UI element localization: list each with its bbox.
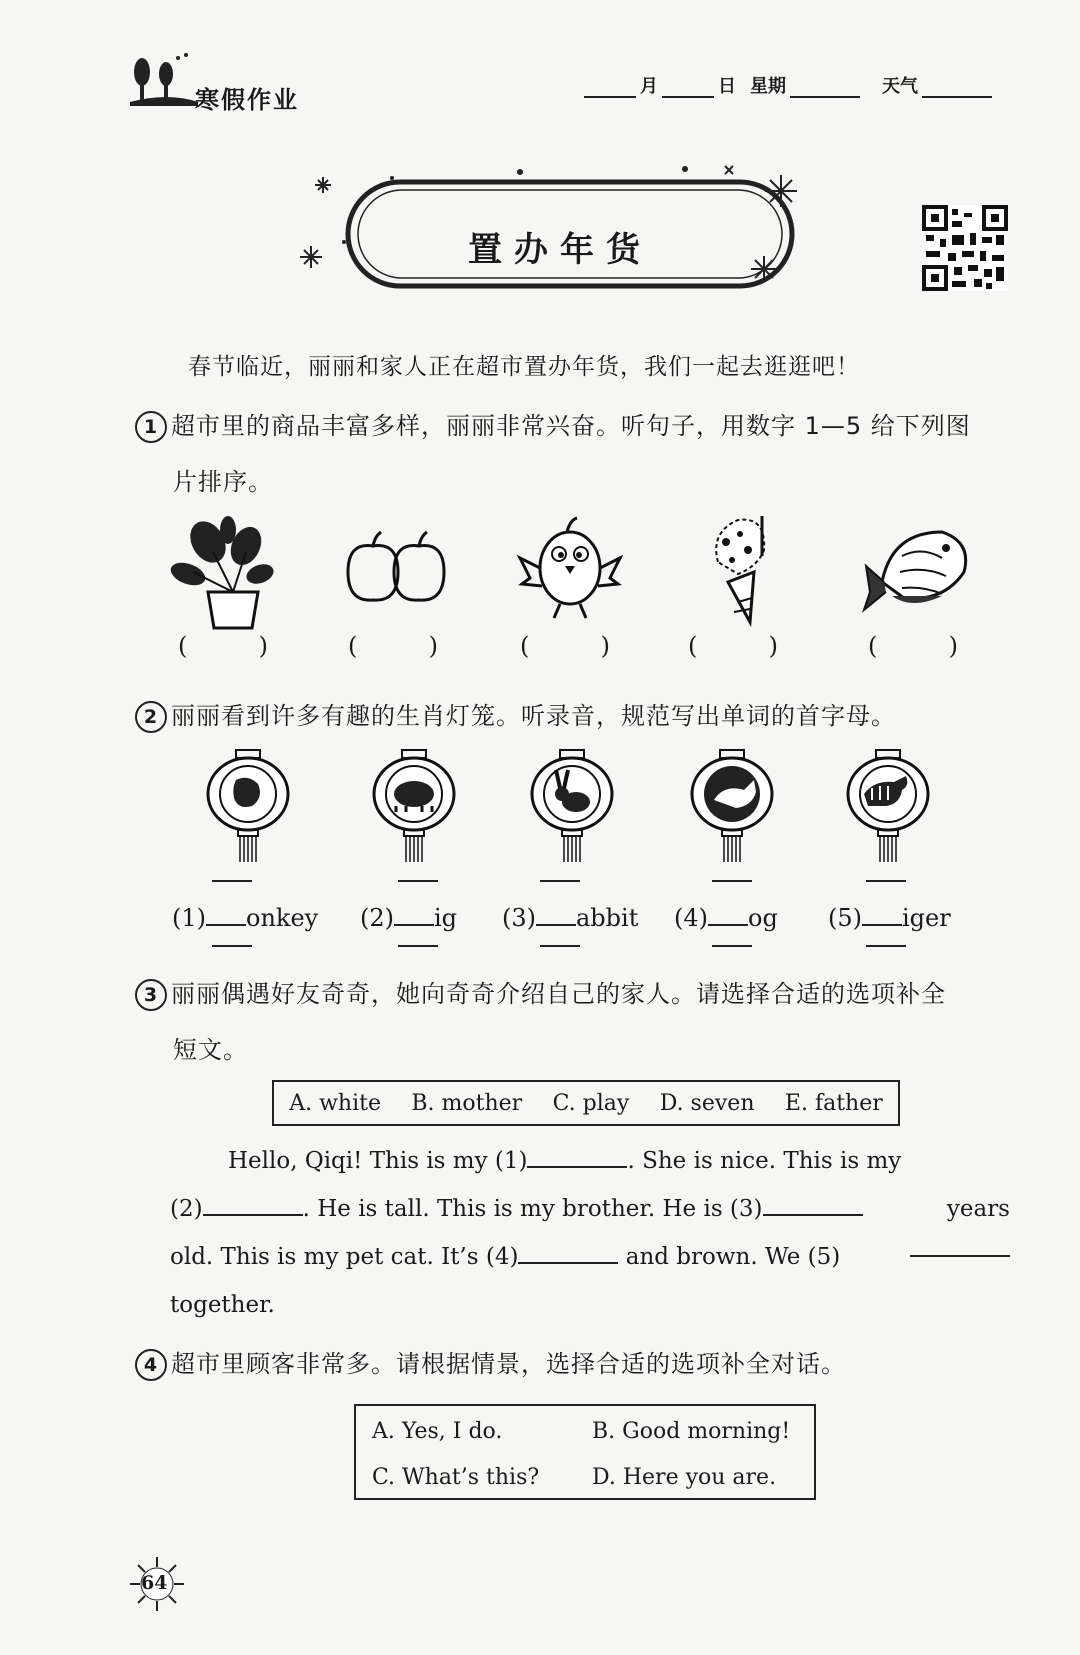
q1-text-line2: 片排序。 <box>173 468 273 496</box>
tiger-lantern-icon <box>840 748 936 868</box>
qr-code-icon[interactable] <box>922 205 1008 291</box>
page-title: 置办年货 <box>468 230 652 270</box>
q3-blank-3[interactable] <box>763 1192 863 1216</box>
q1-number: 1 <box>135 411 167 443</box>
q3-options-box <box>272 1080 900 1126</box>
q3-blank-1[interactable] <box>527 1144 627 1168</box>
q3-text-line1: 丽丽偶遇好友奇奇，她向奇奇介绍自己的家人。请选择合适的选项补全 <box>171 980 946 1008</box>
apples-icon <box>338 512 448 632</box>
q3-blank-4[interactable] <box>518 1240 618 1264</box>
q2-text: 丽丽看到许多有趣的生肖灯笼。听录音，规范写出单词的首字母。 <box>171 702 896 730</box>
answer-parens-2[interactable]: ( ) <box>348 632 438 660</box>
q1-prompt <box>135 398 1015 510</box>
q3-option-d: D. seven <box>659 1090 755 1116</box>
q4-option-b: B. Good morning! <box>592 1418 791 1444</box>
answer-parens-4[interactable]: ( ) <box>688 632 778 660</box>
dog-lantern-icon <box>684 748 780 868</box>
monkey-lantern-icon <box>200 748 296 868</box>
answer-parens-3[interactable]: ( ) <box>520 632 610 660</box>
weather-label: 天气 <box>882 76 918 97</box>
plant-icon <box>168 512 278 632</box>
q1-text-line1: 超市里的商品丰富多样，丽丽非常兴奋。听句子，用数字 1—5 给下列图 <box>171 412 971 440</box>
page-number: 64 <box>141 1572 168 1594</box>
letter-blank-2[interactable] <box>394 902 434 926</box>
q4-number: 4 <box>135 1349 167 1381</box>
ice-cream-icon <box>688 512 798 632</box>
word-item-1: (1) onkey <box>172 904 319 932</box>
q4-option-a: A. Yes, I do. <box>372 1418 503 1444</box>
word-item-3: (3) abbit <box>502 904 639 932</box>
q3-option-e: E. father <box>784 1090 883 1116</box>
q2-prompt <box>135 688 1015 744</box>
answer-parens-1[interactable]: ( ) <box>178 632 268 660</box>
intro-text: 春节临近，丽丽和家人正在超市置办年货，我们一起去逛逛吧！ <box>188 354 860 380</box>
letter-blank-4[interactable] <box>708 902 748 926</box>
bird-icon <box>515 508 625 628</box>
q3-option-a: A. white <box>289 1090 381 1116</box>
weekday-label: 星期 <box>750 76 786 97</box>
letter-blank-1[interactable] <box>206 902 246 926</box>
q3-option-b: B. mother <box>411 1090 523 1116</box>
q4-text: 超市里顾客非常多。请根据情景，选择合适的选项补全对话。 <box>171 1350 846 1378</box>
letter-blank-5[interactable] <box>862 902 902 926</box>
pig-lantern-icon <box>366 748 462 868</box>
q3-number: 3 <box>135 979 167 1011</box>
q4-option-d: D. Here you are. <box>592 1464 777 1490</box>
brand-title: 寒假作业 <box>195 86 299 114</box>
q3-prompt <box>135 966 1015 1078</box>
fish-icon <box>862 512 972 632</box>
date-weather-row <box>580 72 996 98</box>
q4-options-box <box>354 1404 816 1500</box>
word-item-5: (5) iger <box>828 904 951 932</box>
letter-blank-3[interactable] <box>536 902 576 926</box>
q3-passage: Hello, Qiqi! This is my (1) . She is nice. This is my (2) . He is tall. This is my brother. He is (3) years old. This is my pet cat. It’s (4) and brown. We (5) together. <box>170 1137 1010 1329</box>
day-label: 日 <box>718 76 736 97</box>
word-item-2: (2) ig <box>360 904 458 932</box>
q4-option-c: C. What’s this? <box>372 1464 540 1490</box>
month-label: 月 <box>640 76 658 97</box>
q3-text-line2: 短文。 <box>173 1036 248 1064</box>
rabbit-lantern-icon <box>524 748 620 868</box>
q4-prompt <box>135 1336 1015 1392</box>
q3-blank-5[interactable] <box>910 1233 1010 1257</box>
q3-option-c: C. play <box>552 1090 630 1116</box>
q3-blank-2[interactable] <box>203 1192 303 1216</box>
word-item-4: (4) og <box>674 904 778 932</box>
answer-parens-5[interactable]: ( ) <box>868 632 958 660</box>
q2-number: 2 <box>135 701 167 733</box>
